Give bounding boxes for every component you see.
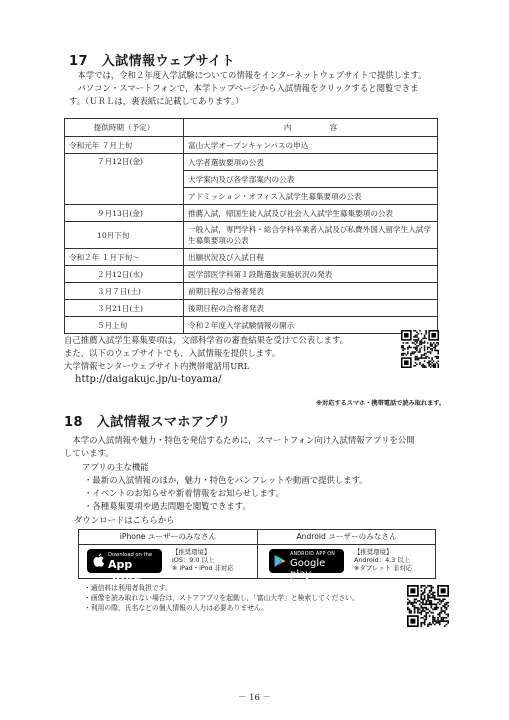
- note-line-2: また，以下のウェブサイトでも，入試情報を提供します。: [64, 348, 281, 358]
- iphone-header: iPhone ユーザーのみなさん: [79, 530, 257, 545]
- note-line-1: 自己推薦入試学生募集要項は，文部科学省の審査結果を受けて公表します。: [64, 335, 349, 345]
- section-18-intro: [64, 434, 454, 460]
- period-cell: ３月21日(土): [65, 300, 184, 317]
- env-title: 【推奨環境】: [354, 548, 393, 556]
- content-cell: 令和２年度入学試験情報の開示: [184, 317, 438, 334]
- list-item: ・画像を読み取れない場合は，ストアアプリを起動し，「富山大学」と検索してください。: [84, 594, 359, 602]
- table-row: [65, 300, 438, 317]
- iphone-env: [172, 548, 234, 572]
- env-line: Android：4.3 以上: [354, 556, 411, 564]
- content-cell: 富山大学オープンキャンパスの申込: [184, 137, 438, 154]
- intro-line-2: しています。: [64, 448, 114, 458]
- content-cell: 入学者選抜要項の公表: [184, 154, 438, 171]
- badge-small-text: ANDROID APP ON: [290, 552, 336, 557]
- content-cell: 前期日程の合格者発表: [184, 283, 438, 300]
- intro-line-1: 本学では，令和２年度入学試験についての情報をインターネットウェブサイトで提供します。: [69, 70, 427, 80]
- features-title: アプリの主な機能: [82, 462, 149, 472]
- list-item: ・最新の入試情報のほか，魅力・特色をパンフレットや動画で提供します。: [84, 475, 368, 485]
- qr-code-icon: [401, 330, 439, 368]
- env-line: ※ iPad・iPod 非対応: [172, 564, 234, 572]
- list-item: ・イベントのお知らせや新着情報をお知らせします。: [84, 488, 284, 498]
- list-item: ・通信料は利用者負担です。: [84, 584, 172, 592]
- content-cell: 推薦入試，帰国生徒入試及び社会人入試学生募集要項の公表: [184, 205, 438, 222]
- section-17-notes: [64, 334, 394, 373]
- app-qr-code-icon: [407, 585, 449, 627]
- content-cell: アドミッション・オフィス入試学生募集要項の公表: [184, 188, 438, 205]
- page-number: － 16 －: [238, 692, 271, 702]
- period-cell: ２月12日(水): [65, 266, 184, 283]
- intro-line-3: す。（ＵＲＬは，裏表紙に記載してあります。）: [69, 96, 244, 106]
- table-row: [65, 317, 438, 334]
- period-cell: 令和元年 ７月上旬: [65, 137, 184, 154]
- period-cell: 令和２年 １月下旬〜: [65, 249, 184, 266]
- schedule-table: [64, 118, 438, 334]
- env-line: ※タブレット 非対応: [354, 564, 413, 572]
- download-label: ダウンロードはこちらから: [74, 515, 175, 525]
- env-line: iOS：9.0 以上: [172, 556, 215, 564]
- content-cell: 医学部医学科第１段階選抜実施状況の発表: [184, 266, 438, 283]
- list-item: ・利用の際，氏名などの個人情報の入力は必要ありません。: [84, 604, 268, 612]
- table-row: [65, 137, 438, 154]
- table-header-row: [65, 119, 438, 137]
- apple-icon: [92, 553, 105, 568]
- content-cell: 一般入試，専門学科・総合学科卒業者入試及び私費外国人留学生入試学生募集要項の公表: [184, 222, 438, 249]
- period-cell: 10月下旬: [65, 222, 184, 249]
- table-row: [65, 283, 438, 300]
- list-item: ・各種募集要項や過去問題を閲覧できます。: [84, 501, 251, 511]
- period-cell: ９月13日(金): [65, 205, 184, 222]
- content-cell: 大学案内及び各学部案内の公表: [184, 171, 438, 188]
- download-box: [78, 529, 436, 584]
- badge-big-text: App Store: [108, 558, 142, 584]
- qr-caption: ※対応するスマホ・携帯電話で読み取れます。: [316, 400, 446, 407]
- app-store-badge[interactable]: [87, 549, 162, 584]
- section-17-heading: 17 入試情報ウェブサイト: [69, 54, 236, 69]
- section-17-intro: [69, 69, 449, 108]
- content-cell: 出願状況及び入試日程: [184, 249, 438, 266]
- table-row: [65, 154, 438, 171]
- period-cell: ３月７日(土): [65, 283, 184, 300]
- features-list: [84, 474, 414, 513]
- period-cell: ５月上旬: [65, 317, 184, 334]
- section-18-heading: 18 入試情報スマホアプリ: [64, 415, 231, 430]
- table-row: [65, 222, 438, 249]
- android-env: [354, 548, 412, 572]
- play-triangle-icon: [274, 554, 286, 568]
- header-content: 内 容: [184, 119, 438, 137]
- android-header: Android ユーザーのみなさん: [258, 530, 435, 545]
- intro-line-1: 本学の入試情報や魅力・特色を発信するために，スマートフォン向け入試情報アプリを公開: [64, 435, 415, 445]
- badge-big-text: Google play: [290, 558, 326, 580]
- intro-line-2: パソコン・スマートフォンで，本学トップページから入試情報をクリックすると閲覧できま: [69, 83, 419, 93]
- table-row: [65, 249, 438, 266]
- header-period: 提供時期（予定）: [65, 119, 184, 137]
- badge-small-text: Download on the: [108, 552, 153, 558]
- mobile-site-url[interactable]: http://daigakujc.jp/u-toyama/: [75, 374, 222, 385]
- env-title: 【推奨環境】: [172, 548, 211, 556]
- google-play-badge[interactable]: [269, 549, 344, 580]
- content-cell: 後期日程の合格者発表: [184, 300, 438, 317]
- table-row: [65, 266, 438, 283]
- period-cell: ７月12日(金): [65, 154, 184, 205]
- note-line-3: 大学情報センターウェブサイト内携帯電話用URL: [64, 361, 250, 371]
- app-notes: [84, 583, 414, 613]
- table-row: [65, 205, 438, 222]
